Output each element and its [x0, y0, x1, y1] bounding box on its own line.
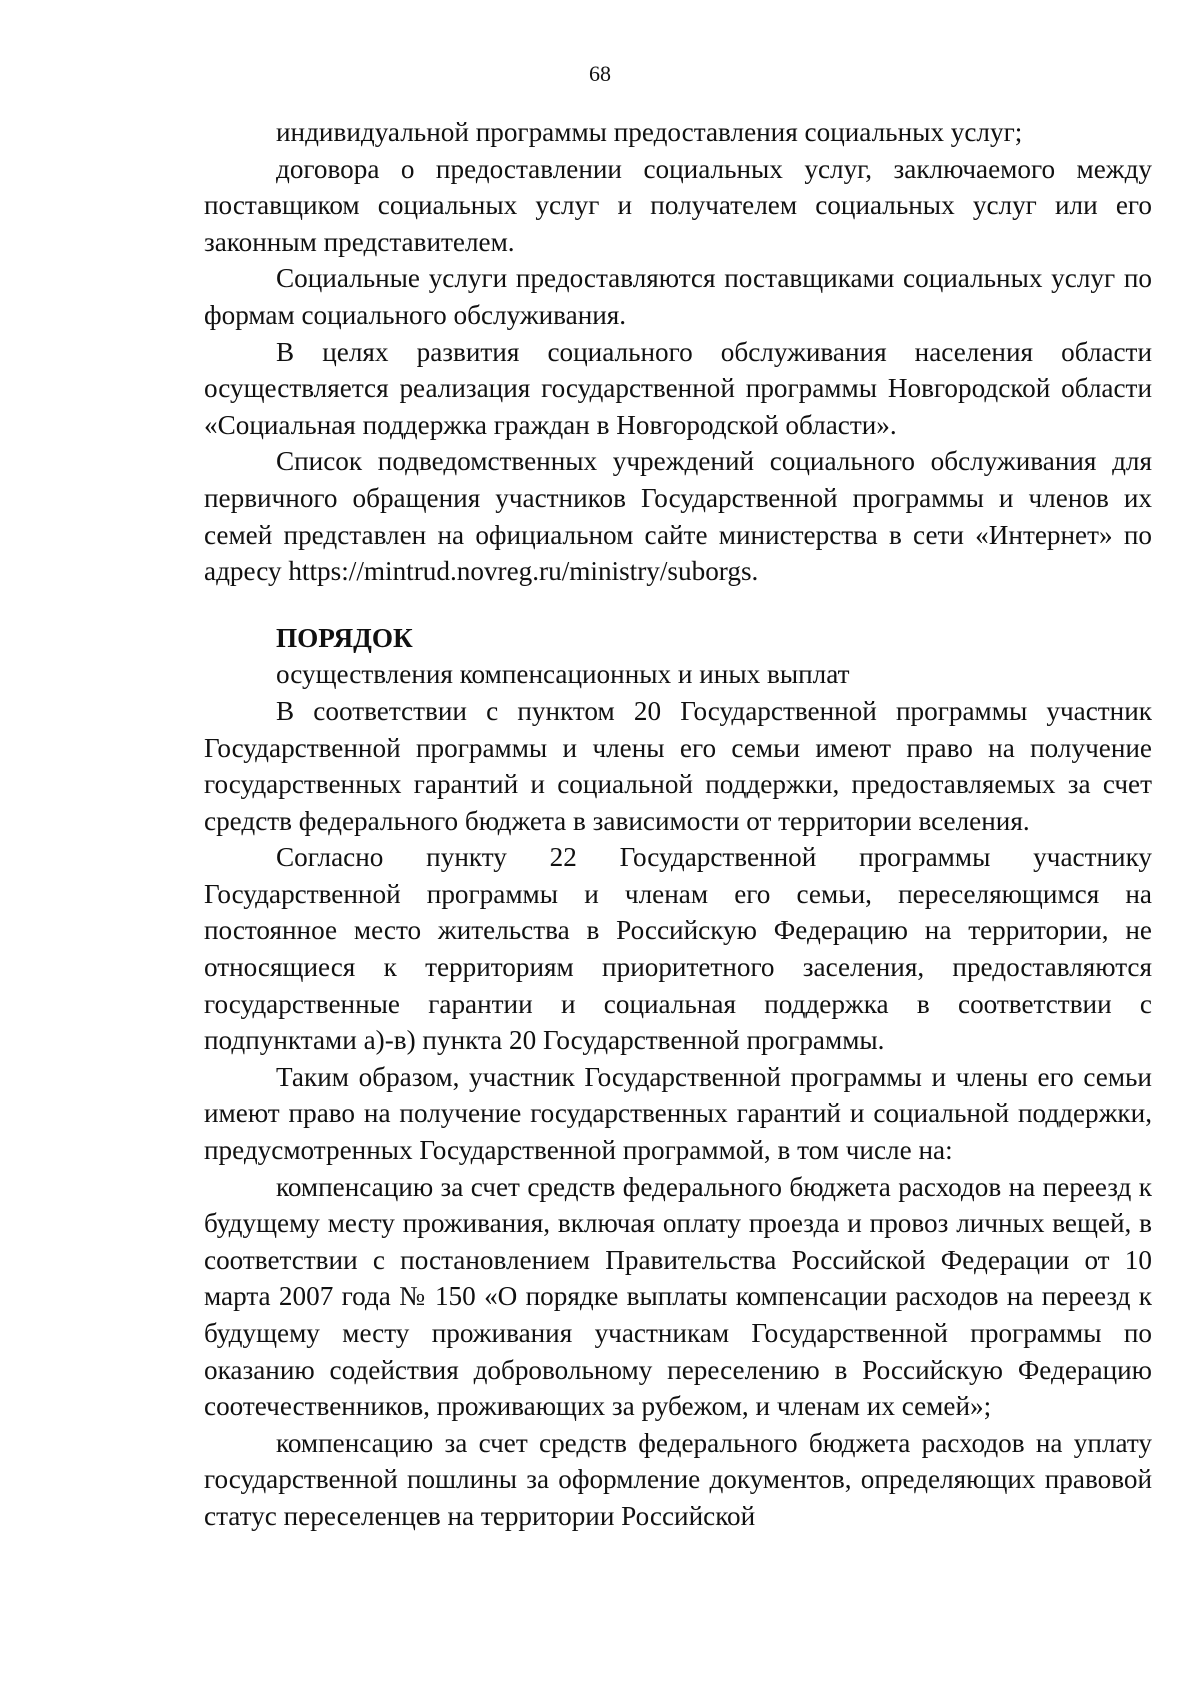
paragraph: договора о предоставлении социальных услуг, заключаемого между поставщиком социальных услуг и получателем социальных услуг или его законным представителем.	[204, 153, 1152, 257]
section-title: ПОРЯДОК	[276, 622, 413, 653]
paragraph: индивидуальной программы предоставления социальных услуг;	[276, 117, 1023, 147]
paragraph: Таким образом, участник Государственной программы и члены его семьи имеют право на получение государственных гарантий и социальной поддержки, предусмотренных Государственной программой, в том числе на:	[204, 1061, 1152, 1166]
paragraph: В целях развития социального обслуживания населения области осуществляется реализация государственной программы Новгородской области «Социальная поддержка граждан в Новгородской области».	[204, 336, 1152, 440]
section-spacer	[204, 590, 1152, 620]
paragraph: В соответствии с пунктом 20 Государственной программы участник Государственной программы и члены его семьи имеют право на получение государственных гарантий и социальной поддержки, предоставляемых за счет средств федерального бюджета в зависимости от территории вселения.	[204, 695, 1152, 836]
section-subtitle: осуществления компенсационных и иных выплат	[276, 659, 850, 690]
page-number: 68	[589, 61, 611, 86]
paragraph: компенсацию за счет средств федерального бюджета расходов на переезд к будущему месту проживания, включая оплату проезда и провоз личных вещей, в соответствии с постановлением Правительства Российской Федерации от 10 марта 2007 года № 150 «О порядке выплаты компенсации расходов на переезд к будущему месту проживания участникам Государственной программы по оказанию содействия добровольному переселению в Российскую Федерацию соотечественников, проживающих за рубежом, и членам их семей»;	[204, 1171, 1152, 1422]
paragraph: Согласно пункту 22 Государственной программы участнику Государственной программы и членам его семьи, переселяющимся на постоянное место жительства в Российскую Федерацию на территории, не относящиеся к территориям приоритетного заселения, предоставляются государственные гарантии и социальная поддержка в соответствии с подпунктами а)-в) пункта 20 Государственной программы.	[204, 842, 1152, 1056]
paragraph: Социальные услуги предоставляются поставщиками социальных услуг по формам социального обслуживания.	[204, 263, 1152, 330]
document-body	[204, 114, 1152, 1535]
paragraph: компенсацию за счет средств федерального бюджета расходов на уплату государственной пошлины за оформление документов, определяющих правовой статус переселенцев на территории Российской	[204, 1427, 1152, 1531]
paragraph: Список подведомственных учреждений социального обслуживания для первичного обращения участников Государственной программы и членов их семей представлен на официальном сайте министерства в сети «Интернет» по адресу https://mintrud.novreg.ru/ministry/suborgs.	[204, 446, 1152, 587]
